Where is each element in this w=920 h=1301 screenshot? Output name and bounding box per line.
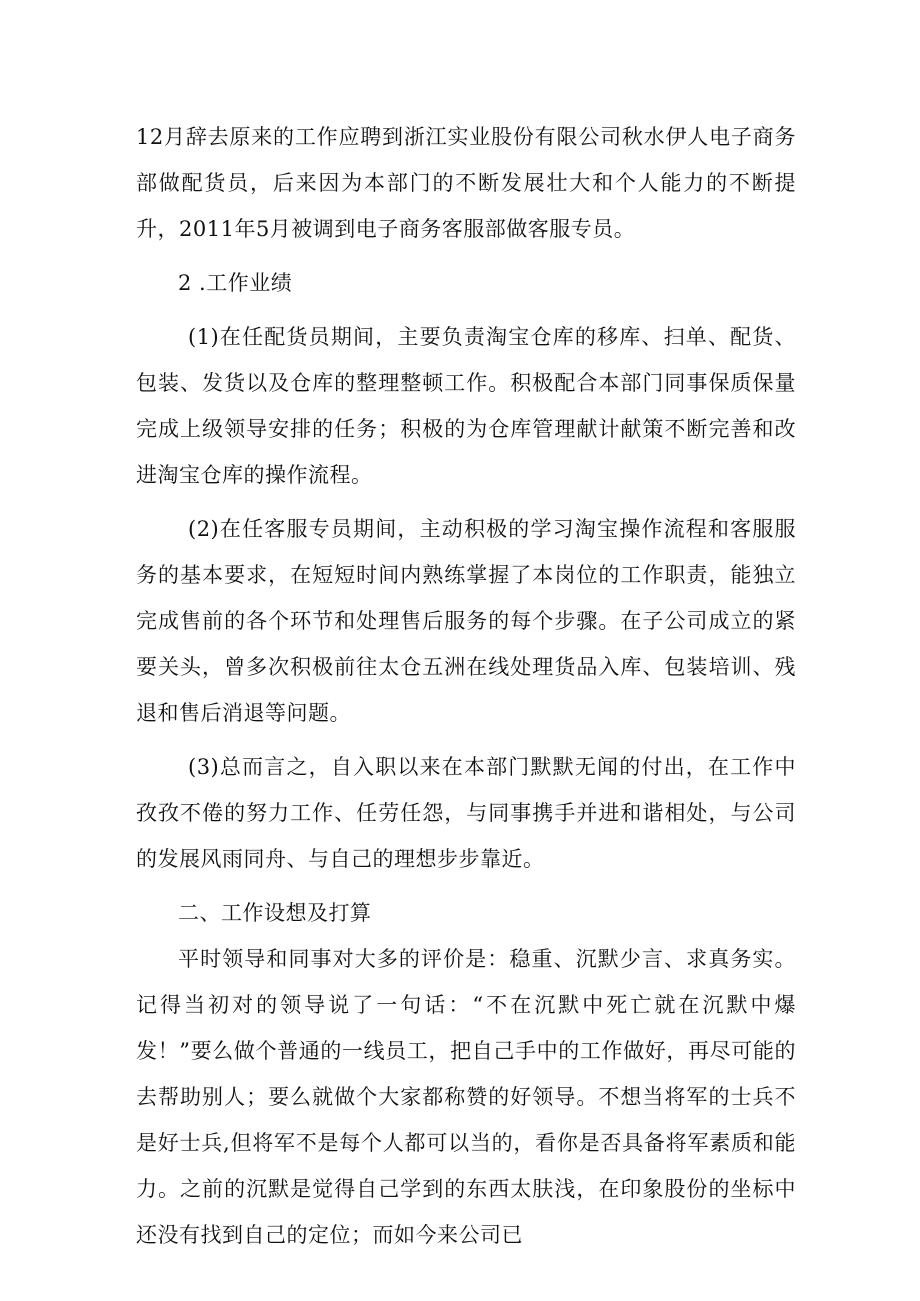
heading-work-plans: 二、工作设想及打算 [178,901,372,925]
paragraph-employment-history: 12月辞去原来的工作应聘到浙江实业股份有限公司秋水伊人电子商务部做配货员，后来因为本部门的不断发展壮大和个人能力的不断提升，2011年5月被调到电子商务客服部做客服专员。 [136,125,796,241]
paragraph-plans: 平时领导和同事对大多的评价是：稳重、沉默少言、求真务实。记得当初对的领导说了一句话：“不在沉默中死亡就在沉默中爆发！”要么做个普通的一线员工，把自己手中的工作做好，再尽可能的去帮助别人；要么就做个大家都称赞的好领导。不想当将军的士兵不是好士兵,但将军不是每个人都可以当的，看你是否具备将军素质和能力。之前的沉默是觉得自己学到的东西太肤浅，在印象股份的坐标中还没有找到自己的定位；而如今来公司已 [136,947,796,1247]
paragraph-achievement-3: (3)总而言之，自入职以来在本部门默默无闻的付出，在工作中孜孜不倦的努力工作、任劳任怨，与同事携手并进和谐相处，与公司的发展风雨同舟、与自己的理想步步靠近。 [136,755,796,871]
paragraph-achievement-1: (1)在任配货员期间，主要负责淘宝仓库的移库、扫单、配货、包装、发货以及仓库的整理整顿工作。积极配合本部门同事保质保量完成上级领导安排的任务；积极的为仓库管理献计献策不断完善和改进淘宝仓库的操作流程。 [136,325,796,487]
document-body [136,114,796,1258]
paragraph-achievement-2: (2)在任客服专员期间，主动积极的学习淘宝操作流程和客服服务的基本要求，在短短时间内熟练掌握了本岗位的工作职责，能独立完成售前的各个环节和处理售后服务的每个步骤。在子公司成立的紧要关头，曾多次积极前往太仓五洲在线处理货品入库、包装培训、残退和售后消退等问题。 [136,517,796,725]
heading-work-achievements: 2 .工作业绩 [178,271,293,295]
